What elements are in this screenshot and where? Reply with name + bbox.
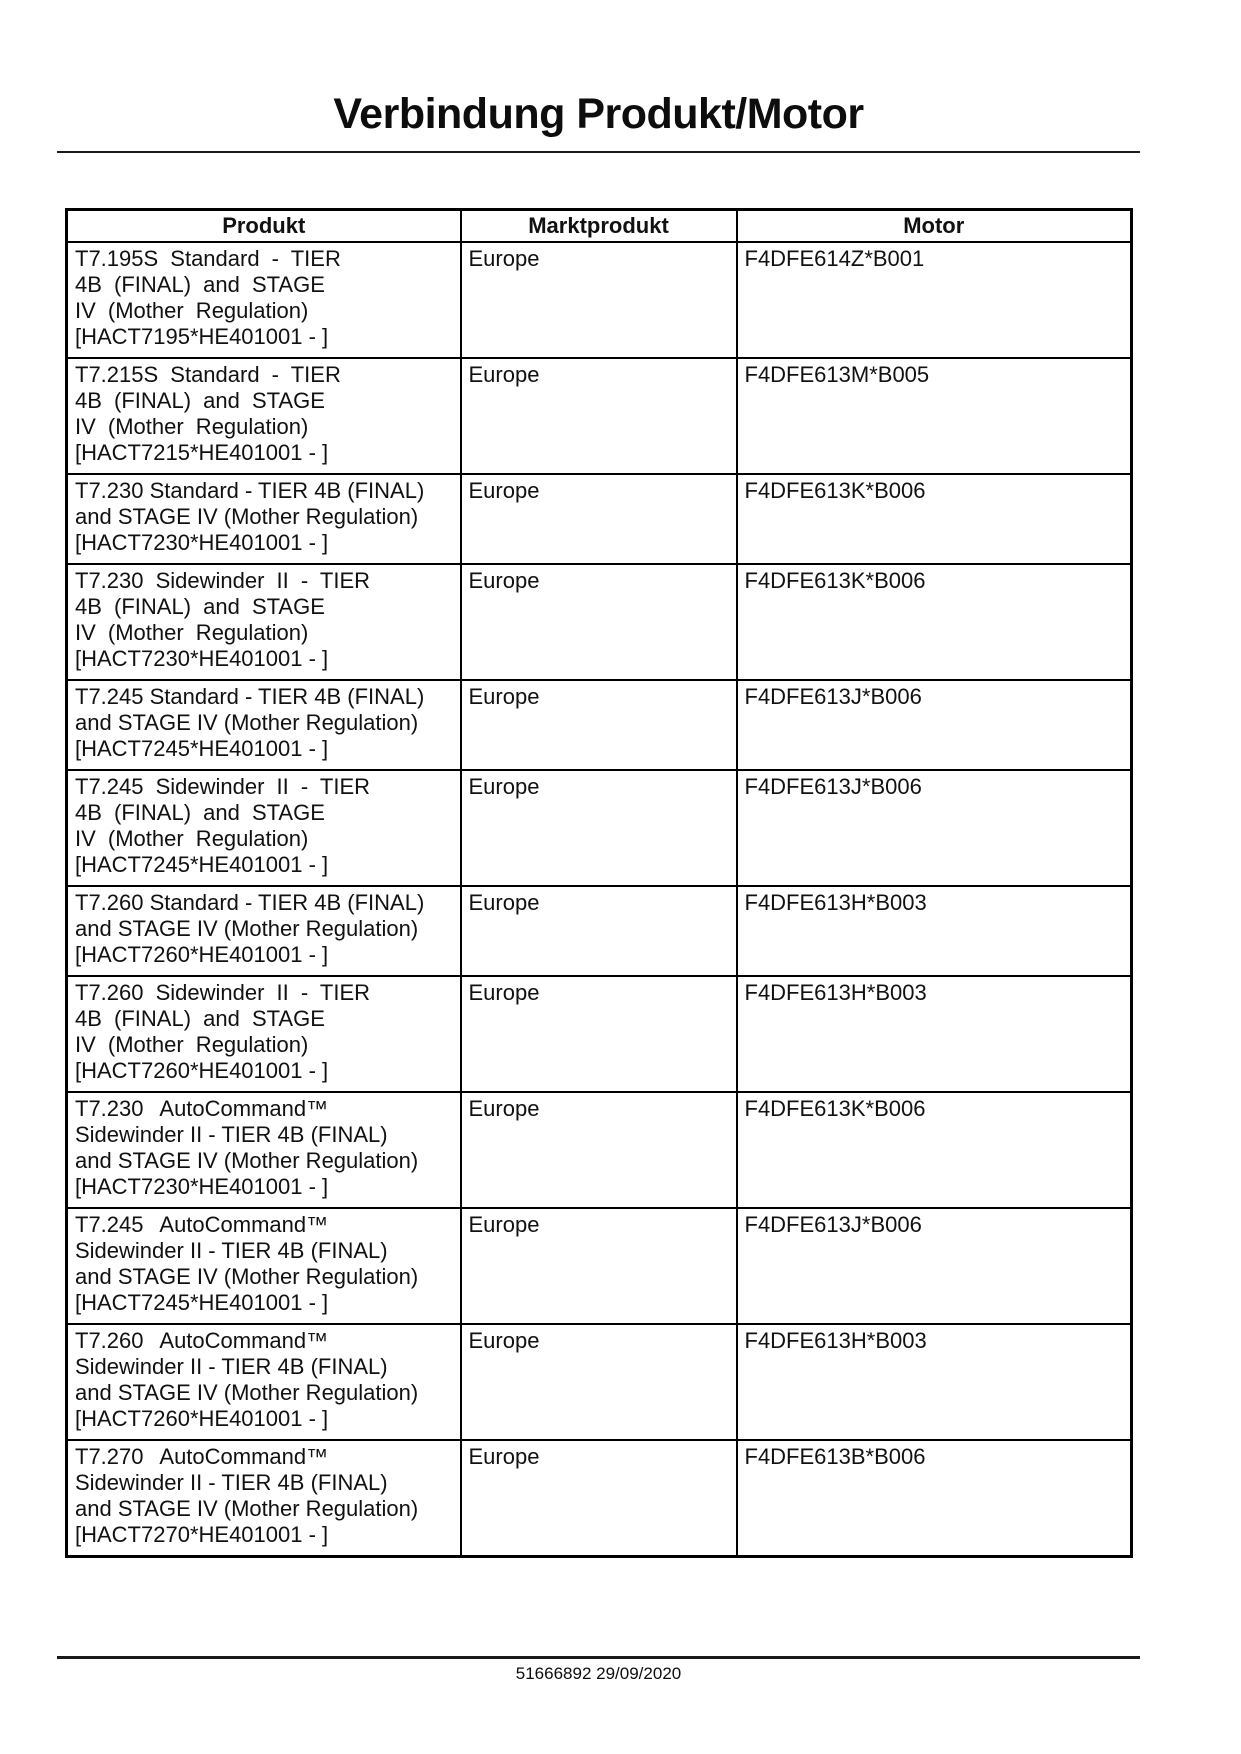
table-row	[67, 976, 1132, 1092]
motor-cell: F4DFE614Z*B001	[737, 242, 1132, 358]
table-row	[67, 770, 1132, 886]
footer-divider	[57, 1656, 1140, 1659]
market-cell: Europe	[461, 564, 737, 680]
product-line: IV (Mother Regulation)	[75, 620, 309, 645]
product-cell	[67, 474, 461, 564]
product-line: 4B (FINAL) and STAGE	[75, 1006, 325, 1031]
table-row	[67, 1092, 1132, 1208]
product-line: Sidewinder II - TIER 4B (FINAL)	[75, 1238, 388, 1263]
motor-cell: F4DFE613M*B005	[737, 358, 1132, 474]
market-cell: Europe	[461, 474, 737, 564]
product-cell	[67, 1208, 461, 1324]
table-row	[67, 1324, 1132, 1440]
product-line: [HACT7260*HE401001 - ]	[75, 942, 329, 967]
product-line: IV (Mother Regulation)	[75, 298, 309, 323]
product-line: and STAGE IV (Mother Regulation)	[75, 1380, 419, 1405]
product-line: T7.215S Standard - TIER	[75, 362, 341, 387]
table-row	[67, 886, 1132, 976]
product-line: and STAGE IV (Mother Regulation)	[75, 504, 419, 529]
document-page	[57, 0, 1140, 1558]
product-cell	[67, 680, 461, 770]
market-cell: Europe	[461, 680, 737, 770]
product-line: IV (Mother Regulation)	[75, 1032, 309, 1057]
table-header-row	[67, 210, 1132, 243]
product-motor-table	[65, 208, 1133, 1558]
market-cell: Europe	[461, 770, 737, 886]
market-cell: Europe	[461, 358, 737, 474]
market-cell: Europe	[461, 1092, 737, 1208]
product-cell	[67, 976, 461, 1092]
product-line: T7.270 AutoCommand™	[75, 1444, 329, 1469]
column-header-produkt: Produkt	[67, 210, 461, 243]
table-row	[67, 242, 1132, 358]
product-line: [HACT7195*HE401001 - ]	[75, 324, 329, 349]
column-header-marktprodukt: Marktprodukt	[461, 210, 737, 243]
product-line: 4B (FINAL) and STAGE	[75, 800, 325, 825]
table-row	[67, 1440, 1132, 1557]
market-cell: Europe	[461, 976, 737, 1092]
table-row	[67, 680, 1132, 770]
product-line: T7.195S Standard - TIER	[75, 246, 341, 271]
product-cell	[67, 358, 461, 474]
product-cell	[67, 770, 461, 886]
product-line: IV (Mother Regulation)	[75, 826, 309, 851]
product-cell	[67, 1440, 461, 1557]
motor-cell: F4DFE613K*B006	[737, 564, 1132, 680]
footer-date: 29/09/2020	[596, 1664, 682, 1683]
product-line: [HACT7215*HE401001 - ]	[75, 440, 329, 465]
product-line: Sidewinder II - TIER 4B (FINAL)	[75, 1354, 388, 1379]
product-line: [HACT7230*HE401001 - ]	[75, 646, 329, 671]
product-line: T7.245 AutoCommand™	[75, 1212, 329, 1237]
title-divider	[57, 151, 1140, 153]
product-cell	[67, 886, 461, 976]
market-cell: Europe	[461, 1324, 737, 1440]
page-footer	[57, 1656, 1140, 1684]
motor-cell: F4DFE613H*B003	[737, 886, 1132, 976]
product-line: [HACT7230*HE401001 - ]	[75, 1174, 329, 1199]
product-line: Sidewinder II - TIER 4B (FINAL)	[75, 1122, 388, 1147]
product-line: [HACT7245*HE401001 - ]	[75, 736, 329, 761]
product-line: [HACT7230*HE401001 - ]	[75, 530, 329, 555]
motor-cell: F4DFE613K*B006	[737, 474, 1132, 564]
motor-cell: F4DFE613J*B006	[737, 770, 1132, 886]
product-line: [HACT7245*HE401001 - ]	[75, 852, 329, 877]
motor-cell: F4DFE613J*B006	[737, 1208, 1132, 1324]
market-cell: Europe	[461, 1440, 737, 1557]
page-title: Verbindung Produkt/Motor	[333, 90, 864, 138]
product-line: 4B (FINAL) and STAGE	[75, 388, 325, 413]
market-cell: Europe	[461, 242, 737, 358]
product-cell	[67, 1092, 461, 1208]
motor-cell: F4DFE613K*B006	[737, 1092, 1132, 1208]
footer-doc-number: 51666892	[515, 1664, 592, 1683]
product-line: IV (Mother Regulation)	[75, 414, 309, 439]
column-header-motor: Motor	[737, 210, 1132, 243]
product-line: and STAGE IV (Mother Regulation)	[75, 1148, 419, 1173]
product-line: and STAGE IV (Mother Regulation)	[75, 1496, 419, 1521]
product-line: [HACT7270*HE401001 - ]	[75, 1522, 329, 1547]
product-line: 4B (FINAL) and STAGE	[75, 594, 325, 619]
product-cell	[67, 1324, 461, 1440]
table-row	[67, 564, 1132, 680]
product-line: [HACT7260*HE401001 - ]	[75, 1058, 329, 1083]
product-line: T7.260 AutoCommand™	[75, 1328, 329, 1353]
product-line: and STAGE IV (Mother Regulation)	[75, 710, 419, 735]
motor-cell: F4DFE613H*B003	[737, 1324, 1132, 1440]
product-cell	[67, 564, 461, 680]
product-line: Sidewinder II - TIER 4B (FINAL)	[75, 1470, 388, 1495]
product-line: T7.230 Standard - TIER 4B (FINAL)	[75, 478, 425, 503]
motor-cell: F4DFE613H*B003	[737, 976, 1132, 1092]
product-line: T7.260 Sidewinder II - TIER	[75, 980, 371, 1005]
product-line: T7.245 Sidewinder II - TIER	[75, 774, 371, 799]
product-cell	[67, 242, 461, 358]
product-line: T7.260 Standard - TIER 4B (FINAL)	[75, 890, 425, 915]
market-cell: Europe	[461, 886, 737, 976]
table-row	[67, 1208, 1132, 1324]
footer-text	[57, 1664, 1140, 1684]
product-line: T7.245 Standard - TIER 4B (FINAL)	[75, 684, 425, 709]
market-cell: Europe	[461, 1208, 737, 1324]
product-line: and STAGE IV (Mother Regulation)	[75, 916, 419, 941]
product-line: [HACT7245*HE401001 - ]	[75, 1290, 329, 1315]
product-line: 4B (FINAL) and STAGE	[75, 272, 325, 297]
motor-cell: F4DFE613J*B006	[737, 680, 1132, 770]
product-line: T7.230 AutoCommand™	[75, 1096, 329, 1121]
product-line: T7.230 Sidewinder II - TIER	[75, 568, 371, 593]
product-line: and STAGE IV (Mother Regulation)	[75, 1264, 419, 1289]
product-line: [HACT7260*HE401001 - ]	[75, 1406, 329, 1431]
table-row	[67, 358, 1132, 474]
table-row	[67, 474, 1132, 564]
motor-cell: F4DFE613B*B006	[737, 1440, 1132, 1557]
